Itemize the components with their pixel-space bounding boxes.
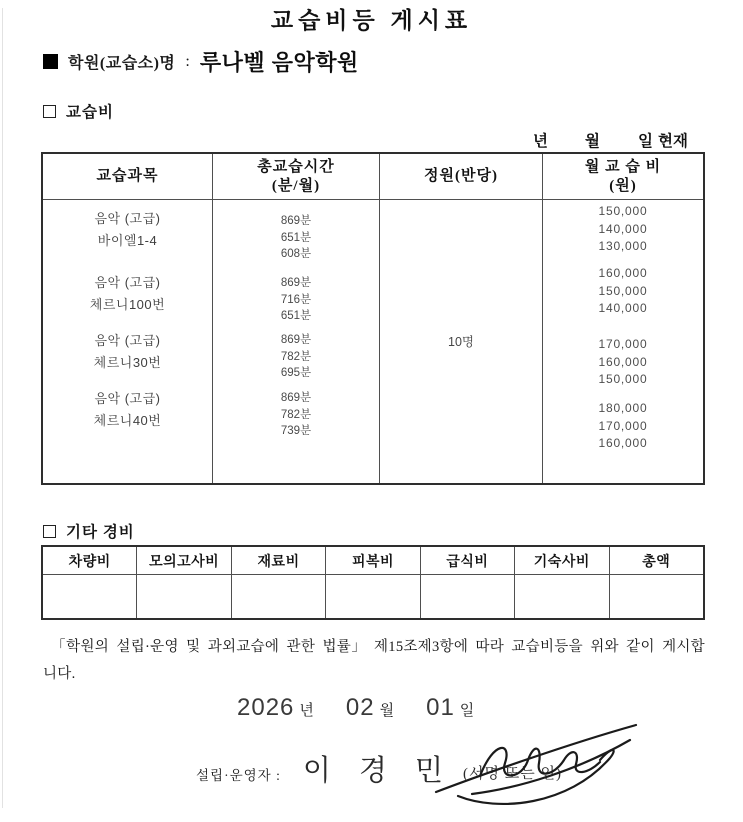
header-monthly-fee xyxy=(543,154,703,199)
etc-header-mock-exam: 모의고사비 xyxy=(137,547,231,574)
subject-column xyxy=(43,200,213,483)
subject-group-3 xyxy=(43,330,212,374)
posting-month-value: 02 xyxy=(345,694,375,721)
time-group-1 xyxy=(213,213,379,263)
subject-line: 바이엘1-4 xyxy=(97,233,158,248)
etc-empty-cell xyxy=(515,575,609,618)
signature-or-seal-note: (서명 또는 인) xyxy=(463,766,562,782)
posting-day-value: 01 xyxy=(426,694,455,721)
header-capacity xyxy=(380,154,543,199)
academy-name-line xyxy=(43,46,359,77)
etc-header-total: 총액 xyxy=(642,554,671,570)
fee-value: 140,000 xyxy=(598,221,648,236)
as-of-current-label: 현재 xyxy=(658,133,688,150)
etc-header-dormitory: 기숙사비 xyxy=(515,547,609,574)
fee-value: 150,000 xyxy=(598,372,648,386)
tuition-section-text: 교습비 xyxy=(66,104,114,121)
signer-name: 이 경 민 xyxy=(302,755,453,787)
capacity-value: 10명 xyxy=(448,335,474,349)
subject-group-4 xyxy=(43,388,212,432)
tuition-table xyxy=(41,152,705,485)
etc-empty-cell xyxy=(610,575,703,618)
etc-table-empty-row xyxy=(43,575,703,618)
posting-month-unit: 월 xyxy=(379,703,395,719)
fee-value: 150,000 xyxy=(598,283,648,298)
time-value: 739분 xyxy=(280,425,312,437)
fee-group-4 xyxy=(543,400,703,453)
etc-header-clothing: 피복비 xyxy=(326,547,420,574)
page-title: 교습비등 게시표 xyxy=(270,8,473,33)
time-value: 869분 xyxy=(280,277,312,289)
etc-header-materials: 재료비 xyxy=(232,547,326,574)
fee-group-2 xyxy=(543,265,703,318)
capacity-column xyxy=(380,200,543,483)
academy-name-colon: : xyxy=(185,52,190,70)
subject-line: 체르니30번 xyxy=(93,355,162,370)
etc-expenses-table xyxy=(41,545,705,620)
subject-group-1 xyxy=(43,208,212,252)
header-monthly-fee-line2: (원) xyxy=(609,177,637,194)
time-value: 695분 xyxy=(280,367,312,379)
academy-name-label: 학원(교습소)명 xyxy=(68,55,176,72)
fee-column xyxy=(543,200,703,483)
etc-header-vehicle: 차량비 xyxy=(43,547,137,574)
time-column xyxy=(213,200,380,483)
etc-empty-cell xyxy=(421,575,515,618)
checkbox-square-icon xyxy=(43,525,56,538)
fee-value: 180,000 xyxy=(598,401,648,415)
subject-line: 음악 (고급) xyxy=(94,211,161,226)
fee-value: 170,000 xyxy=(598,418,648,433)
subject-line: 음악 (고급) xyxy=(94,275,161,290)
header-total-time-line1: 총교습시간 xyxy=(257,158,335,175)
subject-line: 음악 (고급) xyxy=(94,391,161,406)
header-monthly-fee-line1: 월 교 습 비 xyxy=(584,158,662,175)
scan-edge-line xyxy=(2,8,3,808)
etc-header-meals: 급식비 xyxy=(421,547,515,574)
legal-statement: 「학원의 설립·운영 및 과외교습에 관한 법률」 제15조제3항에 따라 교습비등을 위와 같이 게시합니다. xyxy=(43,639,705,682)
etc-table-header-row xyxy=(43,547,703,575)
header-capacity-text: 정원(반당) xyxy=(424,168,498,184)
etc-empty-cell xyxy=(326,575,420,618)
fee-value: 170,000 xyxy=(598,337,648,351)
time-value: 869분 xyxy=(280,334,312,346)
fee-value: 160,000 xyxy=(598,266,648,280)
time-value: 782분 xyxy=(280,350,312,363)
fee-value: 130,000 xyxy=(598,239,648,253)
etc-section-label xyxy=(43,520,135,542)
etc-empty-cell xyxy=(137,575,231,618)
header-total-time xyxy=(213,154,380,199)
signer-label: 설립·운영자 : xyxy=(196,767,281,783)
posting-year-unit: 년 xyxy=(299,703,314,719)
as-of-day-label: 일 xyxy=(638,133,653,150)
subject-group-2 xyxy=(43,272,212,316)
etc-empty-cell xyxy=(43,575,137,618)
posting-date-line xyxy=(237,694,474,722)
time-value: 869분 xyxy=(280,215,312,227)
fee-value: 160,000 xyxy=(598,436,648,450)
header-total-time-line2: (분/월) xyxy=(271,177,321,194)
etc-empty-cell xyxy=(232,575,326,618)
time-value: 716분 xyxy=(280,293,312,306)
fee-group-1 xyxy=(543,203,703,256)
time-value: 651분 xyxy=(280,231,312,244)
subject-line: 음악 (고급) xyxy=(94,333,161,348)
as-of-date-line xyxy=(0,129,743,149)
subject-line: 체르니40번 xyxy=(93,413,162,428)
time-value: 869분 xyxy=(280,392,312,404)
as-of-year-label: 년 xyxy=(533,133,548,150)
academy-name-value: 루나벨 음악학원 xyxy=(199,50,359,75)
header-subject-text: 교습과목 xyxy=(96,168,159,184)
signer-line xyxy=(196,744,562,789)
checkbox-square-icon xyxy=(43,105,56,118)
time-group-4 xyxy=(213,390,379,440)
etc-section-text: 기타 경비 xyxy=(66,524,135,541)
time-group-2 xyxy=(213,275,379,325)
as-of-month-label: 월 xyxy=(585,133,600,150)
filled-square-bullet-icon xyxy=(43,54,58,69)
time-value: 608분 xyxy=(280,248,312,260)
fee-value: 160,000 xyxy=(598,354,648,369)
time-group-3 xyxy=(213,332,379,382)
subject-line: 체르니100번 xyxy=(89,297,166,312)
tuition-section-label xyxy=(43,100,114,122)
time-value: 651분 xyxy=(280,310,312,322)
posting-year-value: 2026 xyxy=(237,694,295,721)
posting-day-unit: 일 xyxy=(459,703,475,719)
fee-value: 150,000 xyxy=(598,204,648,218)
tuition-table-body xyxy=(43,200,703,483)
tuition-table-header-row xyxy=(43,154,703,200)
header-subject xyxy=(43,154,213,199)
fee-group-3 xyxy=(543,336,703,389)
time-value: 782분 xyxy=(280,408,312,421)
fee-value: 140,000 xyxy=(598,301,648,315)
